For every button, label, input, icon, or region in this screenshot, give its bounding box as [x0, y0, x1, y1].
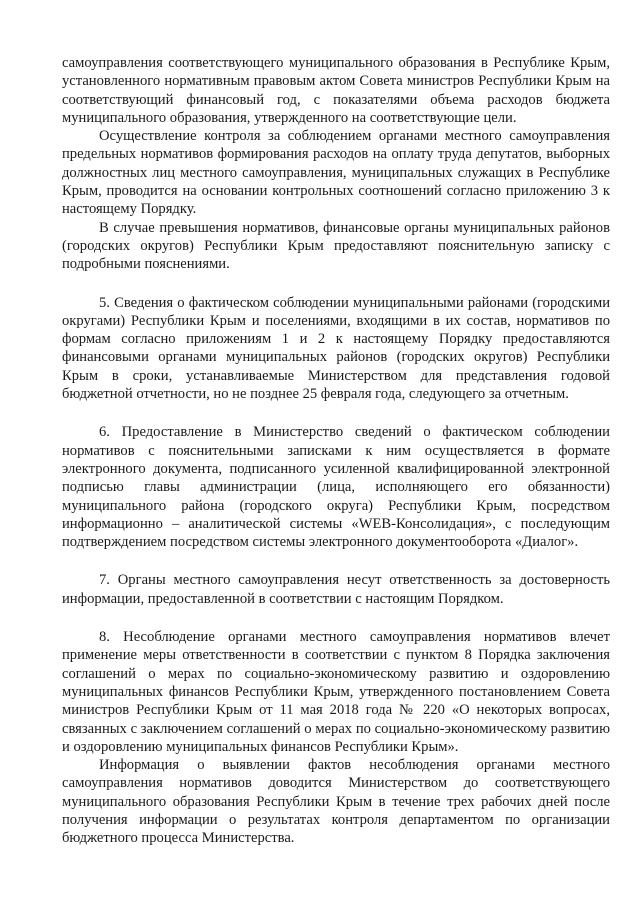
paragraph-item-6: 6. Предоставление в Министерство сведений о фактическом соблюдении нормативов с пояснительными записками к ним осуществляется в формате электронного документа, подписанного усиленной квалифицированной электронной подписью главы администрации (лица, исполняющего его обязанности) муниципального района (городского округа) Республики Крым, посредством информационно – аналитической системы «WEB-Консолидация», с последующим подтверждением посредством системы электронного документооборота «Диалог».	[62, 424, 610, 551]
paragraph-item-5: 5. Сведения о фактическом соблюдении муниципальными районами (городскими округами) Республики Крым и поселениями, входящими в их состав, нормативов по формам согласно приложениям 1 и 2 к настоящему Порядку предоставляются финансовыми органами муниципальных районов (городских округов) Республики Крым в сроки, устанавливаемые Министерством для представления годовой бюджетной отчетности, но не позднее 25 февраля года, следующего за отчетным.	[62, 294, 610, 403]
paragraph-item-8: 8. Несоблюдение органами местного самоуправления нормативов влечет применение меры ответственности в соответствии с пунктом 8 Порядка заключения соглашений о мерах по социально-экономическому развитию и оздоровлению муниципальных финансов Республики Крым, утвержденного постановлением Совета министров Республики Крым от 11 мая 2018 года № 220 «О некоторых вопросах, связанных с заключением соглашений о мерах по социально-экономическому развитию и оздоровлению муниципальных финансов Республики Крым».	[62, 629, 610, 755]
paragraph-information: Информация о выявлении фактов несоблюдения органами местного самоуправления нормативов доводится Министерством до соответствующего муниципального образования Республики Крым в течение трех рабочих дней после получения информации о результатах контроля департаментом по организации бюджетного процесса Министерства.	[62, 757, 610, 847]
paragraph-excess: В случае превышения нормативов, финансовые органы муниципальных районов (городских округов) Республики Крым предоставляют пояснительную записку с подробными пояснениями.	[62, 219, 610, 273]
paragraph-control: Осуществление контроля за соблюдением органами местного самоуправления предельных нормативов формирования расходов на оплату труда депутатов, выборных должностных лиц местного самоуправления, муниципальных служащих в Республике Крым, проводится на основании контрольных соотношений согласно приложению 3 к настоящему Порядку.	[62, 128, 610, 218]
paragraph-continuation: самоуправления соответствующего муниципального образования в Республике Крым, установленного нормативным правовым актом Совета министров Республики Крым на соответствующий финансовый год, с показателями объема расходов бюджета муниципального образования, утвержденного на соответствующие цели.	[62, 55, 610, 126]
paragraph-item-7: 7. Органы местного самоуправления несут ответственность за достоверность информации, предоставленной в соответствии с настоящим Порядком.	[62, 572, 610, 607]
document-body	[62, 54, 610, 848]
